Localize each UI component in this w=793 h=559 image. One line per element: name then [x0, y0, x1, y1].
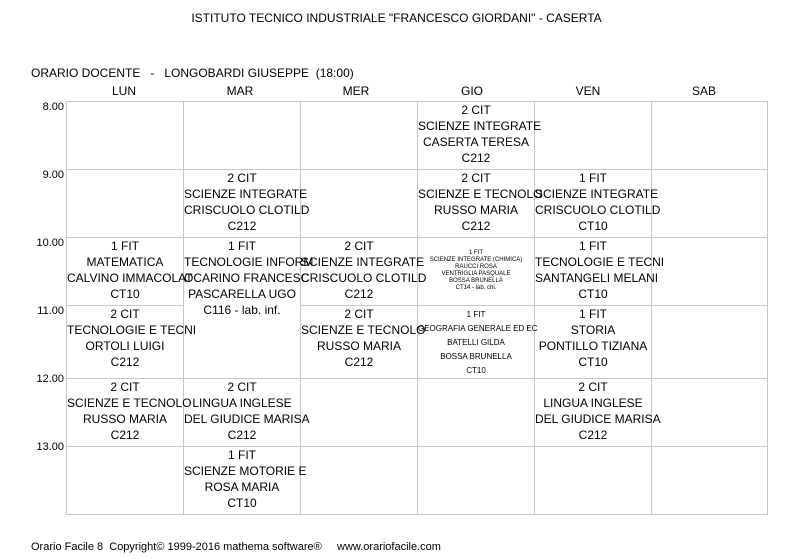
lesson-line: ROSA MARIA — [204, 480, 280, 494]
lesson-line: RUSSO MARIA — [433, 203, 518, 217]
lesson-line: OCARINO FRANCESC — [184, 271, 310, 285]
lesson-line: C212 — [344, 355, 374, 369]
lesson-line: BOSSA BRUNELLA — [449, 278, 503, 284]
day-header-row — [66, 84, 762, 98]
cell-mer-11 — [301, 306, 426, 379]
lesson-block — [535, 379, 661, 443]
lesson-line: SCIENZE INTEGRATE — [184, 187, 308, 201]
lesson-block — [67, 306, 197, 370]
lesson-line: RAUCCI ROSA — [455, 264, 497, 270]
cell-mar-10-11 — [184, 238, 314, 379]
lesson-line: SCIENZE INTEGRATE — [535, 187, 659, 201]
cell-ven-13 — [535, 447, 652, 515]
lesson-line: 2 CIT — [578, 380, 608, 394]
lesson-line: LINGUA INGLESE — [543, 396, 643, 410]
lesson-line: C212 — [578, 428, 608, 442]
lesson-block — [301, 238, 427, 302]
lesson-block — [184, 447, 307, 511]
cell-gio-11 — [418, 306, 538, 379]
lesson-line: C212 — [110, 355, 140, 369]
lesson-block — [535, 238, 665, 302]
lesson-line: CT10 — [110, 287, 140, 301]
cell-sab-8 — [652, 102, 768, 170]
lesson-line: C212 — [344, 287, 374, 301]
lesson-line: SCIENZE E TECNOLO — [67, 396, 192, 410]
lesson-block — [184, 238, 314, 318]
cell-lun-8 — [67, 102, 184, 170]
cell-gio-12 — [418, 379, 535, 447]
cell-mer-10 — [301, 238, 427, 306]
hour-label: 12.00 — [36, 373, 64, 385]
lesson-block — [535, 170, 661, 234]
lesson-line: CT10 — [578, 219, 608, 233]
lesson-line: DEL GIUDICE MARISA — [535, 412, 661, 426]
cell-mar-12 — [184, 379, 310, 447]
lesson-block — [418, 170, 543, 234]
lesson-line: VENTRIGLIA PASQUALE — [441, 271, 511, 277]
cell-mer-13 — [301, 447, 418, 515]
lesson-line: RUSSO MARIA — [316, 339, 401, 353]
lesson-line: BOSSA BRUNELLA — [440, 352, 512, 361]
lesson-line: SCIENZE INTEGRATE — [301, 255, 425, 269]
cell-lun-12 — [67, 379, 192, 447]
lesson-line: 2 CIT — [461, 103, 491, 117]
lesson-line: 2 CIT — [227, 171, 257, 185]
lesson-line: 1 FIT — [578, 171, 607, 185]
lesson-line: 2 CIT — [461, 171, 491, 185]
cell-sab-13 — [652, 447, 768, 515]
lesson-line: SCIENZE E TECNOLO — [418, 187, 543, 201]
cell-sab-11 — [652, 306, 768, 379]
lesson-line: SANTANGELI MELANI — [535, 271, 659, 285]
cell-ven-10 — [535, 238, 665, 306]
lesson-line: GEOGRAFIA GENERALE ED EC — [418, 324, 538, 333]
footer-copyright: Orario Facile 8 Copyright© 1999-2016 mathema software® www.orariofacile.com — [31, 541, 441, 553]
cell-lun-13 — [67, 447, 184, 515]
lesson-line: 1 FIT — [578, 239, 607, 253]
lesson-line: 1 FIT — [578, 307, 607, 321]
row-12 — [67, 379, 768, 447]
lesson-line: 2 CIT — [344, 307, 374, 321]
cell-gio-13 — [418, 447, 535, 515]
lesson-line: LINGUA INGLESE — [192, 396, 292, 410]
lesson-block — [301, 306, 426, 370]
lesson-line: 2 CIT — [110, 307, 140, 321]
row-13 — [67, 447, 768, 515]
lesson-block — [184, 379, 310, 443]
cell-lun-10 — [67, 238, 193, 306]
lesson-line: CRISCUOLO CLOTILD — [535, 203, 661, 217]
teacher-subtitle: ORARIO DOCENTE - LONGOBARDI GIUSEPPE (18:00) — [31, 66, 354, 80]
cell-gio-9 — [418, 170, 543, 238]
cell-mer-9 — [301, 170, 418, 238]
day-header: MER — [342, 84, 370, 98]
lesson-line: CT10 — [466, 366, 486, 375]
row-10 — [67, 238, 768, 306]
lesson-line: CRISCUOLO CLOTILD — [184, 203, 310, 217]
lesson-line: CALVINO IMMACOLAT — [67, 271, 193, 285]
row-9 — [67, 170, 768, 238]
lesson-line: 1 FIT — [466, 310, 486, 319]
day-header: GIO — [460, 84, 483, 98]
cell-lun-11 — [67, 306, 197, 379]
day-header: SAB — [691, 84, 716, 98]
lesson-line: 1 FIT — [110, 239, 139, 253]
hour-label: 8.00 — [42, 101, 64, 113]
lesson-line: SCIENZE E TECNOLO — [301, 323, 426, 337]
lesson-line: CT10 — [227, 496, 257, 510]
lesson-line: C212 — [461, 219, 491, 233]
cell-mer-12 — [301, 379, 418, 447]
lesson-line: 2 CIT — [344, 239, 374, 253]
lesson-line: ORTOLI LUIGI — [85, 339, 165, 353]
cell-ven-12 — [535, 379, 661, 447]
hour-label: 11.00 — [37, 305, 64, 317]
cell-sab-12 — [652, 379, 768, 447]
hour-label: 9.00 — [42, 169, 64, 181]
lesson-line: PONTILLO TIZIANA — [538, 339, 648, 353]
lesson-block — [418, 238, 534, 292]
lesson-line: CRISCUOLO CLOTILD — [301, 271, 427, 285]
lesson-block — [535, 306, 651, 370]
lesson-line: CASERTA TERESA — [422, 135, 530, 149]
cell-ven-8 — [535, 102, 652, 170]
lesson-line: TECNOLOGIE E TECNI — [67, 323, 197, 337]
cell-mer-8 — [301, 102, 418, 170]
lesson-line: SCIENZE INTEGRATE (CHIMICA) — [429, 257, 523, 263]
lesson-line: C212 — [110, 428, 140, 442]
lesson-block — [418, 306, 538, 378]
cell-ven-9 — [535, 170, 661, 238]
cell-lun-9 — [67, 170, 184, 238]
cell-mar-8 — [184, 102, 301, 170]
lesson-line: DEL GIUDICE MARISA — [184, 412, 310, 426]
lesson-line: C212 — [227, 219, 257, 233]
lesson-line: MATEMATICA — [86, 255, 164, 269]
timetable-grid — [66, 101, 768, 515]
day-header: MAR — [226, 84, 254, 98]
lesson-line: 1 FIT — [227, 239, 256, 253]
hour-label: 10.00 — [36, 237, 64, 249]
lesson-line: BATELLI GILDA — [447, 338, 505, 347]
lesson-block — [184, 170, 310, 234]
lesson-line: 2 CIT — [110, 380, 140, 394]
cell-ven-11 — [535, 306, 652, 379]
lesson-line: CT14 - lab. chi. — [455, 285, 497, 291]
lesson-block — [67, 379, 192, 443]
day-header: VEN — [575, 84, 601, 98]
cell-mar-9 — [184, 170, 310, 238]
lesson-line: TECNOLOGIE INFORM — [184, 255, 314, 269]
lesson-line: 1 FIT — [227, 448, 256, 462]
cell-mar-13 — [184, 447, 307, 515]
hour-label: 13.00 — [36, 441, 64, 453]
lesson-line: 2 CIT — [227, 380, 257, 394]
lesson-line: C212 — [227, 428, 257, 442]
lesson-line: 1 FIT — [468, 250, 483, 256]
lesson-line: STORIA — [570, 323, 616, 337]
cell-sab-10 — [652, 238, 768, 306]
day-header: LUN — [111, 84, 136, 98]
lesson-line: SCIENZE INTEGRATE — [418, 119, 542, 133]
page-title: ISTITUTO TECNICO INDUSTRIALE "FRANCESCO GIORDANI" - CASERTA — [191, 11, 602, 25]
lesson-line: TECNOLOGIE E TECNI — [535, 255, 665, 269]
lesson-line: CT10 — [578, 287, 608, 301]
cell-sab-9 — [652, 170, 768, 238]
cell-gio-8 — [418, 102, 542, 170]
row-11 — [67, 306, 768, 379]
lesson-line: RUSSO MARIA — [82, 412, 167, 426]
lesson-line: CT10 — [578, 355, 608, 369]
row-8 — [67, 102, 768, 170]
lesson-block — [418, 102, 542, 166]
cell-gio-10 — [418, 238, 535, 306]
lesson-line: SCIENZE MOTORIE E — [184, 464, 307, 478]
lesson-block — [67, 238, 193, 302]
lesson-line: C116 - lab. inf. — [203, 303, 281, 317]
lesson-line: C212 — [461, 151, 491, 165]
lesson-line: PASCARELLA UGO — [188, 287, 296, 301]
